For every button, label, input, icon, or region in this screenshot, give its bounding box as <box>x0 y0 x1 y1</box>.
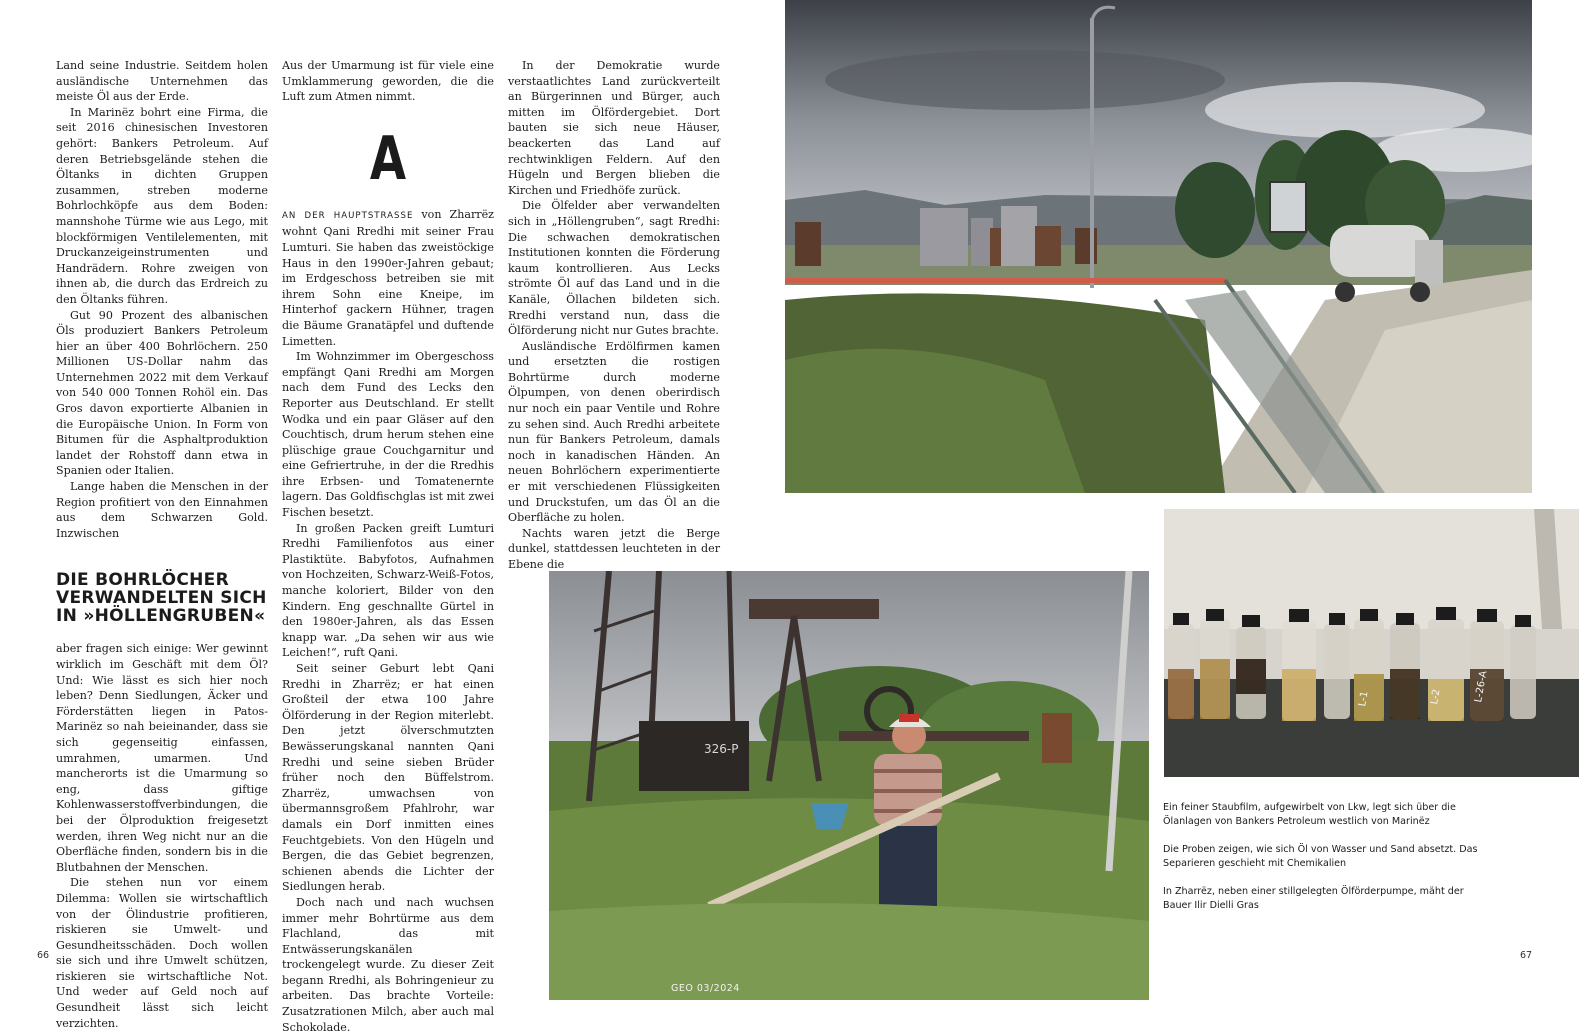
paragraph-text: von Zharrëz wohnt Qani Rredhi mit seiner Frau Lumturi. Sie haben das zweistöckige Haus in den 1990er-Jahren gebaut; im Erdgeschoss betreiben sie mit ihrem Sohn eine Kneipe, im Hinterhof gackern Hühner, tragen die Bäume Granatäpfel und duftende Limetten. <box>282 207 494 348</box>
page-number-left: 66 <box>37 950 50 961</box>
paragraph: Doch nach und nach wuchsen immer mehr Bohrtürme aus dem Flachland, das mit Entwässerungskanälen trockengelegt wurde. Zu dieser Zeit begann Rredhi, als Bohringenieur zu arbeiten. Das brachte Vorteile: Zusatzrationen Milch, aber auch mal Schokolade. <box>282 895 494 1034</box>
paragraph: Die stehen nun vor einem Dilemma: Wollen sie wirtschaftlich von der Ölindustrie profitieren, riskieren sie Umwelt- und Gesundheitsschäden. Doch wollen sie sich und ihre Umwelt schützen, riskieren sie wirtschaftliche Not. Und weder auf Geld noch auf Gesundheit lässt sich leicht verzichten. <box>56 876 268 1030</box>
article-column-2 <box>282 58 494 1035</box>
bottle-label: L-2 <box>1429 688 1443 706</box>
magazine-issue: GEO 03/2024 <box>671 983 740 994</box>
paragraph: Ausländische Erdölfirmen kamen und ersetzten die rostigen Bohrtürme durch moderne Ölpumpen, von denen oberirdisch nur noch ein paar Ventile und Rohre zu sehen sind. Auch Rredhi arbeitete nun für Bankers Petroleum, damals noch in kanadischen Händen. An neuen Bohrlöchern experimentierte er mit verschiedenen Flüssigkeiten und Druckstufen, um das Öl an die Oberfläche zu holen. <box>508 339 720 525</box>
paragraph: Nachts waren jetzt die Berge dunkel, stattdessen leuchteten in der Ebene die <box>508 526 720 571</box>
section-heading: DIE BOHRLÖCHER VERWANDELTEN SICH IN »HÖLLENGRUBEN« <box>56 570 267 627</box>
paragraph: Im Wohnzimmer im Obergeschoss empfängt Qani Rredhi am Morgen nach dem Fund des Lecks den Reporter aus Deutschland. Er stellt Wodka und ein paar Gläser auf den Couchtisch, drum herum stehen eine plüschige graue Couchgarnitur und eine Gefriertruhe, in der die Rredhis ihre Erbsen- und Tomatenernte lagern. Das Goldfischglas ist mit zwei Fischen besetzt. <box>282 350 494 520</box>
well-label: 326-P <box>704 742 739 756</box>
caption: In Zharrëz, neben einer stillgelegten Ölförderpumpe, mäht der Bauer Ilir Dielli Gras <box>1163 886 1464 911</box>
caption: Die Proben zeigen, wie sich Öl von Wasser und Sand absetzt. Das Separieren geschieht mit Chemikalien <box>1163 844 1478 869</box>
caption: Ein feiner Staubfilm, aufgewirbelt von Lkw, legt sich über die Ölanlagen von Bankers Petroleum westlich von Marinëz <box>1163 802 1456 827</box>
photo-captions <box>1163 801 1493 927</box>
page-number-right: 67 <box>1520 950 1533 961</box>
paragraph: Aus der Umarmung ist für viele eine Umklammerung geworden, die die Luft zum Atmen nimmt. <box>282 59 494 104</box>
paragraph: Seit seiner Geburt lebt Qani Rredhi in Zharrëz; er hat einen Großteil der etwa 100 Jahre Ölförderung in der Region miterlebt. Den jetzt ölverschmutzten Bewässerungskanal nannten Qani Rredhi und seine sieben Brüder früher noch den Büffelstrom. Zharrëz, umwachsen von übermannsgroßem Pfahlrohr, war damals ein Dorf inmitten eines Feuchtgebiets. Von den Hügeln und Bergen, die das Gebiet begrenzen, schienen abends die Lichter der Siedlungen herab. <box>282 662 494 894</box>
paragraph: Gut 90 Prozent des albanischen Öls produziert Bankers Petroleum hier an über 400 Bohrlöchern. 250 Millionen US-Dollar nahm das Unternehmen 2022 mit dem Verkauf von 540 000 Tonnen Rohöl ein. Das Gros davon exportierte Albanien in die Europäische Union. In Form von Bitumen für die Asphaltproduktion landet der Rohstoff dann etwa in Spanien oder Italien. <box>56 308 268 478</box>
paragraph: In Marinëz bohrt eine Firma, die seit 2016 chinesischen Investoren gehört: Bankers Petroleum. Auf deren Betriebsgelände stehen die Öltanks in dichten Gruppen zusammen, streben moderne Bohrlochköpfe aus dem Boden: mannshohe Türme wie aus Lego, mit blockförmigen Ventilelementen, mit Druckanzeigeinstrumenten und Handrädern. Rohre zweigen von ihnen ab, die durch das Erdreich zu den Öltanks führen. <box>56 105 268 306</box>
section-initial: A <box>369 123 407 194</box>
paragraph: Die Ölfelder aber verwandelten sich in „Höllengruben“, sagt Rredhi: Die schwachen demokratischen Institutionen konnten die Förderung kaum kontrollieren. Aus Lecks strömte Öl auf das Land und in die Kanäle, Öllachen bildeten sich. Rredhi verstand nun, dass die Ölförderung nicht nur Gutes brachte. <box>508 199 720 338</box>
oil-sample-bottles-photo <box>1164 509 1579 777</box>
bottle-label: L-1 <box>1357 690 1371 708</box>
bottles-illustration <box>1164 509 1579 777</box>
paragraph <box>282 207 494 349</box>
oil-tanks-truck-photo <box>785 0 1532 493</box>
paragraph: aber fragen sich einige: Wer gewinnt wirklich im Geschäft mit dem Öl? Und: Wie lässt es sich hier noch leben? Denn Siedlungen, Äcker und Förderstätten liegen in Patos-Marinëz so nah beieinander, dass sie sich gegenseitig einfassen, umrahmen, umarmen. Und mancherorts ist die Umarmung so eng, dass giftige Kohlenwasserstoffverbindungen, die bei der Ölproduktion freigesetzt werden, ihren Weg nicht nur an die Oberfläche finden, sondern bis in die Blutbahnen der Menschen. <box>56 642 268 874</box>
article-column-1 <box>56 58 268 1031</box>
article-column-3 <box>508 58 720 573</box>
bottle-label: L-26-A <box>1473 670 1490 704</box>
oil-field-illustration <box>785 0 1532 493</box>
section-lead-smallcaps: AN DER HAUPTSTRASSE <box>282 210 414 221</box>
farmer-illustration <box>549 571 1149 1000</box>
paragraph: Lange haben die Menschen in der Region profitiert von den Einnahmen aus dem Schwarzen Gold. Inzwischen <box>56 480 268 540</box>
paragraph: In der Demokratie wurde verstaatlichtes Land zurückverteilt an Bürgerinnen und Bürger, auch mitten im Ölfördergebiet. Dort bauten sie sich neue Häuser, beackerten das Land auf rechtwinkligen Feldern. Auf den Hügeln und Bergen blieben die Kirchen und Friedhöfe zurück. <box>508 59 720 197</box>
paragraph: In großen Packen greift Lumturi Rredhi Familienfotos aus einer Plastiktüte. Babyfotos, Aufnahmen von Hochzeiten, Schwarz-Weiß-Fotos, manche koloriert, Bilder von den Kindern. Eng geschnallte Gürtel in den 1980er-Jahren, als das Essen knapp war. „Da sehen wir aus wie Leichen!“, ruft Qani. <box>282 521 494 660</box>
paragraph: Land seine Industrie. Seitdem holen ausländische Unternehmen das meiste Öl aus der Erde. <box>56 59 268 104</box>
farmer-pumpjack-photo <box>549 571 1149 1000</box>
